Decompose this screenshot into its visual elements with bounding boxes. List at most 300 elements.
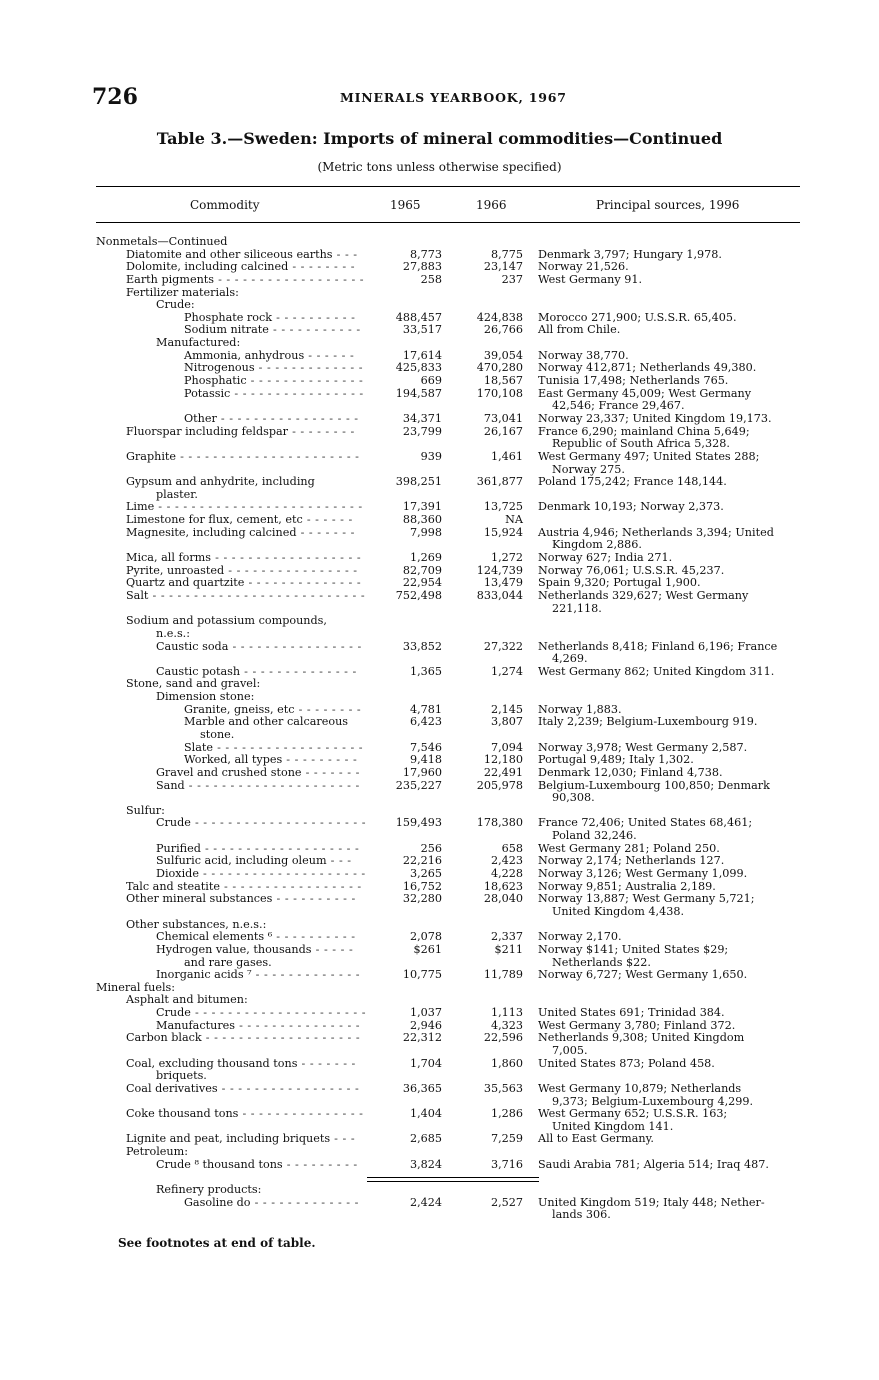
- value-1965-cell: 1,704: [409, 1056, 442, 1070]
- sources-cell: Norway 9,851; Australia 2,189.: [538, 879, 716, 893]
- table-row: [0, 527, 879, 540]
- dot-leader: - - - - - - - - - -: [272, 892, 356, 906]
- dot-leader: - - -: [326, 854, 352, 868]
- commodity-cell: Granite, gneiss, etc - - - - - - - -: [184, 702, 362, 716]
- sources-cell: 4,269.: [552, 652, 588, 666]
- dot-leader: - - - - - - - - - - - - - - - - - -: [214, 272, 365, 286]
- commodity-cell: Chemical elements ⁶ - - - - - - - - - -: [156, 930, 356, 944]
- commodity-cell: Other - - - - - - - - - - - - - - - - -: [184, 411, 359, 425]
- sources-cell: United States 873; Poland 458.: [538, 1056, 715, 1070]
- dot-leader: - - - - - - - -: [294, 702, 362, 716]
- value-1965-cell: 939: [420, 449, 442, 463]
- sources-cell: Tunisia 17,498; Netherlands 765.: [538, 374, 729, 388]
- dot-leader: - - - - - - - - - - - - -: [254, 361, 363, 375]
- value-1965-cell: 669: [420, 374, 442, 388]
- dot-leader: - - - - - - -: [301, 765, 360, 779]
- value-1966-cell: 26,167: [483, 424, 523, 438]
- table-row: [0, 1108, 879, 1121]
- table-row: [0, 1032, 879, 1045]
- commodity-cell: stone.: [200, 727, 235, 741]
- dot-leader: - - - - - - - -: [288, 260, 355, 274]
- table-row: [0, 817, 879, 830]
- table-row: [0, 1197, 879, 1210]
- sources-cell: Italy 2,239; Belgium-Luxembourg 919.: [538, 715, 758, 729]
- value-1965-cell: 8,773: [409, 247, 442, 261]
- commodity-cell: Mica, all forms - - - - - - - - - - - - - - - - - -: [126, 551, 362, 565]
- sources-cell: Belgium-Luxembourg 100,850; Denmark: [538, 778, 770, 792]
- commodity-cell: Dioxide - - - - - - - - - - - - - - - - - - - -: [156, 867, 366, 881]
- value-1966-cell: 8,775: [490, 247, 523, 261]
- commodity-cell: Other substances, n.e.s.:: [126, 917, 267, 931]
- sources-cell: Norway 2,174; Netherlands 127.: [538, 854, 725, 868]
- value-1966-cell: 424,838: [476, 310, 523, 324]
- commodity-cell: Other mineral substances - - - - - - - - - -: [126, 892, 356, 906]
- value-1966-cell: 28,040: [483, 892, 523, 906]
- table-row: [0, 337, 879, 350]
- sources-cell: 221,118.: [552, 601, 602, 615]
- sources-cell: Norway 21,526.: [538, 260, 629, 274]
- commodity-cell: Magnesite, including calcined - - - - - - -: [126, 525, 355, 539]
- commodity-cell: Caustic soda - - - - - - - - - - - - - - - -: [156, 639, 362, 653]
- sources-cell: 7,005.: [552, 1044, 588, 1057]
- value-1965-cell: 22,312: [402, 1031, 442, 1045]
- sources-cell: Norway 275.: [552, 462, 625, 476]
- value-1965-cell: 194,587: [395, 386, 442, 400]
- table-row: [0, 375, 879, 388]
- value-1966-cell: 18,567: [483, 374, 523, 388]
- commodity-cell: Hydrogen value, thousands - - - - -: [156, 942, 354, 956]
- dot-leader: - - - - - - - - - - - - - -: [246, 374, 364, 388]
- dot-leader: - - - - - - - - - - - - - -: [244, 576, 362, 590]
- table-row: [0, 944, 879, 957]
- sources-cell: 42,546; France 29,467.: [552, 399, 685, 413]
- dot-leader: - - - - - - - - - - - - - - - - -: [216, 411, 359, 425]
- sources-cell: Spain 9,320; Portugal 1,900.: [538, 576, 701, 590]
- table-row: [0, 426, 879, 439]
- value-1966-cell: 22,491: [483, 765, 523, 779]
- commodity-cell: Fertilizer materials:: [126, 285, 239, 299]
- value-1966-cell: 205,978: [476, 778, 523, 792]
- sources-cell: United Kingdom 519; Italy 448; Nether-: [538, 1195, 765, 1209]
- sources-cell: United Kingdom 141.: [552, 1119, 674, 1133]
- header-bottom-rule: [96, 222, 800, 223]
- value-1965-cell: 33,517: [402, 323, 442, 337]
- table-row: [0, 1083, 879, 1096]
- value-1965-cell: 9,418: [409, 753, 442, 767]
- dot-leader: - - - - - - - -: [288, 424, 355, 438]
- sources-cell: Austria 4,946; Netherlands 3,394; United: [538, 525, 774, 539]
- value-1966-cell: $211: [494, 942, 523, 956]
- column-header-sources: Principal sources, 1996: [596, 198, 740, 212]
- table-row: [0, 893, 879, 906]
- value-1966-cell: 23,147: [483, 260, 523, 274]
- dot-leader: - - - - - - - - - - -: [268, 323, 361, 337]
- dot-leader: - - - - - - - - - - - - - - - - - -: [213, 740, 364, 754]
- commodity-cell: Crude:: [156, 298, 195, 312]
- sources-cell: West Germany 281; Poland 250.: [538, 841, 720, 855]
- sources-cell: Norway 627; India 271.: [538, 551, 673, 565]
- value-1965-cell: 1,037: [409, 1006, 442, 1020]
- value-1965-cell: 3,824: [409, 1157, 442, 1171]
- value-1966-cell: 18,623: [483, 879, 523, 893]
- value-1965-cell: 398,251: [395, 475, 442, 489]
- sources-cell: 9,373; Belgium-Luxembourg 4,299.: [552, 1094, 754, 1108]
- sources-cell: Norway $141; United States $29;: [538, 942, 729, 956]
- table-row: [0, 653, 879, 666]
- value-1965-cell: 17,960: [402, 765, 442, 779]
- value-1965-cell: 159,493: [395, 816, 442, 830]
- imports-table-body: [0, 236, 879, 1222]
- value-1965-cell: 7,546: [409, 740, 442, 754]
- dot-leader: - - - - - - - - - - - - -: [251, 968, 360, 982]
- table-row: [0, 299, 879, 312]
- sources-cell: Netherlands 8,418; Finland 6,196; France: [538, 639, 778, 653]
- value-1965-cell: 1,269: [409, 551, 442, 565]
- dot-leader: - - - - - - - - - -: [272, 930, 356, 944]
- sources-cell: All to East Germany.: [538, 1132, 654, 1146]
- dot-leader: - - - - - - - - - - - - -: [250, 1195, 359, 1209]
- commodity-cell: Crude ⁸ thousand tons - - - - - - - - -: [156, 1157, 358, 1171]
- commodity-cell: Manufactures - - - - - - - - - - - - - - -: [156, 1018, 361, 1032]
- sources-cell: Netherlands 329,627; West Germany: [538, 588, 749, 602]
- value-1965-cell: 488,457: [395, 310, 442, 324]
- value-1965-cell: 3,265: [409, 867, 442, 881]
- sources-cell: Denmark 10,193; Norway 2,373.: [538, 500, 724, 514]
- value-1965-cell: 1,365: [409, 664, 442, 678]
- table-row: [0, 1007, 879, 1020]
- dot-leader: - - - - - - - - - - - - - - - - - - - -: [198, 867, 366, 881]
- sources-cell: Portugal 9,489; Italy 1,302.: [538, 753, 694, 767]
- column-header-1966: 1966: [476, 198, 507, 212]
- commodity-cell: Lime - - - - - - - - - - - - - - - - - - - - - - - - -: [126, 500, 363, 514]
- value-1965-cell: 22,216: [402, 854, 442, 868]
- value-1966-cell: 3,807: [490, 715, 523, 729]
- table-row: [0, 628, 879, 641]
- dot-leader: - - - - -: [311, 942, 354, 956]
- value-1965-cell: 258: [420, 272, 442, 286]
- value-1965-cell: 4,781: [409, 702, 442, 716]
- value-1965-cell: $261: [413, 942, 442, 956]
- table-row: [0, 754, 879, 767]
- value-1965-cell: 6,423: [409, 715, 442, 729]
- dot-leader: - - - - - - -: [297, 1056, 356, 1070]
- value-1965-cell: 17,614: [402, 348, 442, 362]
- sources-cell: Norway 3,978; West Germany 2,587.: [538, 740, 748, 754]
- dot-leader: - - - - - - - - - - - - - - - - - - - - - -: [176, 449, 360, 463]
- sources-cell: United States 691; Trinidad 384.: [538, 1006, 725, 1020]
- sources-cell: Norway 13,887; West Germany 5,721;: [538, 892, 755, 906]
- value-1966-cell: 26,766: [483, 323, 523, 337]
- commodity-cell: Crude - - - - - - - - - - - - - - - - - - - - -: [156, 1006, 366, 1020]
- value-1966-cell: 2,337: [490, 930, 523, 944]
- dot-leader: - - - - - - - - - - - - - - -: [238, 1107, 364, 1121]
- value-1966-cell: 470,280: [476, 361, 523, 375]
- table-total-double-rule: [367, 1177, 539, 1182]
- commodity-cell: Dolomite, including calcined - - - - - - - -: [126, 260, 355, 274]
- commodity-cell: Petroleum:: [126, 1145, 189, 1159]
- commodity-cell: Manufactured:: [156, 336, 241, 350]
- running-head: MINERALS YEARBOOK, 1967: [340, 90, 567, 105]
- commodity-cell: Diatomite and other siliceous earths - - -: [126, 247, 358, 261]
- commodity-cell: Sand - - - - - - - - - - - - - - - - - - - - -: [156, 778, 360, 792]
- commodity-cell: Ammonia, anhydrous - - - - - -: [184, 348, 355, 362]
- value-1966-cell: 15,924: [483, 525, 523, 539]
- table-row: [0, 716, 879, 729]
- dot-leader: - - - - - - - - - - - - - - - - - - - - -: [190, 1006, 366, 1020]
- dot-leader: - - - - - - - - - - - - - - - - - - - - -: [190, 816, 366, 830]
- value-1965-cell: 256: [420, 841, 442, 855]
- value-1966-cell: 1,286: [490, 1107, 523, 1121]
- dot-leader: - - -: [332, 247, 358, 261]
- value-1966-cell: NA: [505, 513, 523, 527]
- commodity-cell: Coal, excluding thousand tons - - - - - - -: [126, 1056, 356, 1070]
- commodity-cell: Coke thousand tons - - - - - - - - - - - - - - -: [126, 1107, 364, 1121]
- sources-cell: United Kingdom 4,438.: [552, 904, 684, 918]
- column-header-1965: 1965: [390, 198, 421, 212]
- sources-cell: Norway 23,337; United Kingdom 19,173.: [538, 411, 772, 425]
- sources-cell: Morocco 271,900; U.S.S.R. 65,405.: [538, 310, 737, 324]
- value-1966-cell: 22,596: [483, 1031, 523, 1045]
- value-1966-cell: 13,479: [483, 576, 523, 590]
- commodity-cell: Talc and steatite - - - - - - - - - - - - - - - - -: [126, 879, 362, 893]
- commodity-cell: plaster.: [156, 487, 198, 501]
- sources-cell: Kingdom 2,886.: [552, 538, 642, 552]
- dot-leader: - - - - - - - - - -: [272, 310, 356, 324]
- value-1966-cell: 4,228: [490, 867, 523, 881]
- sources-cell: Norway 6,727; West Germany 1,650.: [538, 968, 748, 982]
- value-1966-cell: 12,180: [483, 753, 523, 767]
- table-row: [0, 1184, 879, 1197]
- table-row: [0, 476, 879, 489]
- value-1966-cell: 11,789: [483, 968, 523, 982]
- commodity-cell: Coal derivatives - - - - - - - - - - - - - - - - -: [126, 1081, 360, 1095]
- commodity-cell: Pyrite, unroasted - - - - - - - - - - - - - - - -: [126, 563, 358, 577]
- table-title: Table 3.—Sweden: Imports of mineral commodities—Continued: [156, 129, 723, 148]
- commodity-cell: Phosphate rock - - - - - - - - - -: [184, 310, 356, 324]
- value-1966-cell: 237: [501, 272, 523, 286]
- sources-cell: West Germany 10,879; Netherlands: [538, 1081, 742, 1095]
- footnote: See footnotes at end of table.: [118, 1236, 316, 1250]
- dot-leader: - - - - - - - - - - - - - - - - -: [217, 1081, 360, 1095]
- dot-leader: - - - - - - - - - - - - - - - - -: [219, 879, 362, 893]
- commodity-cell: Gasoline do - - - - - - - - - - - - -: [184, 1195, 359, 1209]
- sources-cell: All from Chile.: [538, 323, 621, 337]
- table-row: [0, 780, 879, 793]
- sources-cell: West Germany 862; United Kingdom 311.: [538, 664, 775, 678]
- commodity-cell: Phosphatic - - - - - - - - - - - - - -: [184, 374, 364, 388]
- commodity-cell: Limestone for flux, cement, etc - - - - - -: [126, 513, 353, 527]
- dot-leader: - - - - - - - - - - - - - - - -: [228, 639, 362, 653]
- value-1966-cell: 124,739: [476, 563, 523, 577]
- value-1966-cell: 7,094: [490, 740, 523, 754]
- sources-cell: West Germany 497; United States 288;: [538, 449, 760, 463]
- commodity-cell: Lignite and peat, including briquets - - -: [126, 1132, 356, 1146]
- commodity-cell: Salt - - - - - - - - - - - - - - - - - - - - - - - - - -: [126, 588, 366, 602]
- table-row: [0, 388, 879, 401]
- commodity-cell: Fluorspar including feldspar - - - - - - - -: [126, 424, 355, 438]
- commodity-cell: n.e.s.:: [156, 626, 191, 640]
- table-row: [0, 729, 879, 742]
- commodity-cell: Refinery products:: [156, 1183, 262, 1197]
- table-row: [0, 324, 879, 337]
- commodity-cell: Crude - - - - - - - - - - - - - - - - - - - - -: [156, 816, 366, 830]
- sources-cell: Norway 3,126; West Germany 1,099.: [538, 867, 748, 881]
- value-1965-cell: 33,852: [402, 639, 442, 653]
- commodity-cell: Potassic - - - - - - - - - - - - - - - -: [184, 386, 364, 400]
- sources-cell: West Germany 3,780; Finland 372.: [538, 1018, 736, 1032]
- dot-leader: - - - - - - - - -: [282, 1157, 358, 1171]
- value-1966-cell: 1,461: [490, 449, 523, 463]
- sources-cell: Netherlands $22.: [552, 955, 651, 969]
- value-1965-cell: 82,709: [402, 563, 442, 577]
- dot-leader: - - -: [330, 1132, 356, 1146]
- dot-leader: - - - - - - - - - - - - - - - - - - -: [201, 1031, 361, 1045]
- dot-leader: - - - - - -: [302, 513, 353, 527]
- sources-cell: West Germany 652; U.S.S.R. 163;: [538, 1107, 728, 1121]
- dot-leader: - - - - - - - - - - - - - - - - - -: [211, 551, 362, 565]
- commodity-cell: Sulfuric acid, including oleum - - -: [156, 854, 352, 868]
- value-1965-cell: 16,752: [402, 879, 442, 893]
- sources-cell: lands 306.: [552, 1208, 611, 1222]
- dot-leader: - - - - - - - - - - - - - - - - - - - - - - - - -: [154, 500, 363, 514]
- value-1966-cell: 27,322: [483, 639, 523, 653]
- table-row: [0, 641, 879, 654]
- commodity-cell: Sodium and potassium compounds,: [126, 614, 327, 628]
- commodity-cell: Stone, sand and gravel:: [126, 677, 261, 691]
- value-1966-cell: 361,877: [476, 475, 523, 489]
- table-row: [0, 830, 879, 843]
- page-number: 726: [92, 84, 138, 110]
- table-row: [0, 590, 879, 603]
- value-1965-cell: 2,946: [409, 1018, 442, 1032]
- table-row: [0, 691, 879, 704]
- table-row: [0, 615, 879, 628]
- value-1966-cell: 35,563: [483, 1081, 523, 1095]
- value-1965-cell: 2,078: [409, 930, 442, 944]
- commodity-cell: Nitrogenous - - - - - - - - - - - - -: [184, 361, 363, 375]
- commodity-cell: Nonmetals—Continued: [96, 235, 228, 248]
- commodity-cell: Graphite - - - - - - - - - - - - - - - - - - - - - -: [126, 449, 360, 463]
- dot-leader: - - - - - - - - -: [282, 753, 358, 767]
- sources-cell: Norway 2,170.: [538, 930, 622, 944]
- commodity-cell: Caustic potash - - - - - - - - - - - - - -: [156, 664, 357, 678]
- value-1965-cell: 22,954: [402, 576, 442, 590]
- sources-cell: Saudi Arabia 781; Algeria 514; Iraq 487.: [538, 1157, 769, 1171]
- sources-cell: Norway 1,883.: [538, 702, 622, 716]
- sources-cell: Norway 76,061; U.S.S.R. 45,237.: [538, 563, 725, 577]
- value-1966-cell: 13,725: [483, 500, 523, 514]
- commodity-cell: briquets.: [156, 1069, 207, 1083]
- value-1966-cell: 1,272: [490, 551, 523, 565]
- value-1966-cell: 3,716: [490, 1157, 523, 1171]
- dot-leader: - - - - - - - - - - - - - - -: [235, 1018, 361, 1032]
- commodity-cell: Gypsum and anhydrite, including: [126, 475, 315, 489]
- value-1966-cell: 2,145: [490, 702, 523, 716]
- sources-cell: Republic of South Africa 5,328.: [552, 437, 730, 451]
- commodity-cell: Dimension stone:: [156, 690, 255, 704]
- value-1966-cell: 4,323: [490, 1018, 523, 1032]
- table-row: [0, 1146, 879, 1159]
- value-1965-cell: 36,365: [402, 1081, 442, 1095]
- value-1965-cell: 32,280: [402, 892, 442, 906]
- sources-cell: France 72,406; United States 68,461;: [538, 816, 753, 830]
- value-1965-cell: 1,404: [409, 1107, 442, 1121]
- value-1965-cell: 17,391: [402, 500, 442, 514]
- dot-leader: - - - - - - - - - - - - - - - - - - - - - - - - - -: [148, 588, 366, 602]
- value-1966-cell: 833,044: [476, 588, 523, 602]
- value-1965-cell: 425,833: [395, 361, 442, 375]
- table-row: [0, 451, 879, 464]
- column-header-commodity: Commodity: [190, 198, 260, 212]
- value-1965-cell: 34,371: [402, 411, 442, 425]
- table-row: [0, 1058, 879, 1071]
- commodity-cell: Earth pigments - - - - - - - - - - - - - - - - - -: [126, 272, 365, 286]
- commodity-cell: Mineral fuels:: [96, 980, 176, 994]
- commodity-cell: Purified - - - - - - - - - - - - - - - - - - -: [156, 841, 360, 855]
- value-1966-cell: 39,054: [483, 348, 523, 362]
- sources-cell: Denmark 3,797; Hungary 1,978.: [538, 247, 722, 261]
- commodity-cell: Marble and other calcareous: [184, 715, 349, 729]
- sources-cell: East Germany 45,009; West Germany: [538, 386, 752, 400]
- table-row: [0, 931, 879, 944]
- table-row: [0, 287, 879, 300]
- value-1966-cell: 178,380: [476, 816, 523, 830]
- dot-leader: - - - - - - - - - - - - - - - - - - -: [200, 841, 360, 855]
- dot-leader: - - - - - - -: [296, 525, 355, 539]
- value-1966-cell: 1,860: [490, 1056, 523, 1070]
- value-1965-cell: 23,799: [402, 424, 442, 438]
- value-1965-cell: 752,498: [395, 588, 442, 602]
- sources-cell: Denmark 12,030; Finland 4,738.: [538, 765, 723, 779]
- commodity-cell: Asphalt and bitumen:: [126, 993, 248, 1007]
- table-row: [0, 1209, 879, 1222]
- dot-leader: - - - - - - - - - - - - - - - -: [224, 563, 358, 577]
- value-1966-cell: 2,423: [490, 854, 523, 868]
- commodity-cell: Inorganic acids ⁷ - - - - - - - - - - - - -: [156, 968, 360, 982]
- value-1965-cell: 10,775: [402, 968, 442, 982]
- value-1966-cell: 73,041: [483, 411, 523, 425]
- dot-leader: - - - - - - - - - - - - - - - - - - - - -: [184, 778, 360, 792]
- value-1965-cell: 88,360: [402, 513, 442, 527]
- value-1965-cell: 235,227: [395, 778, 442, 792]
- dot-leader: - - - - - -: [304, 348, 355, 362]
- header-top-rule: [96, 186, 800, 187]
- value-1965-cell: 27,883: [402, 260, 442, 274]
- value-1965-cell: 2,424: [409, 1195, 442, 1209]
- commodity-cell: Sulfur:: [126, 803, 165, 817]
- commodity-cell: Quartz and quartzite - - - - - - - - - - - - - -: [126, 576, 362, 590]
- sources-cell: West Germany 91.: [538, 272, 643, 286]
- commodity-cell: Slate - - - - - - - - - - - - - - - - - -: [184, 740, 364, 754]
- commodity-cell: Worked, all types - - - - - - - - -: [184, 753, 358, 767]
- sources-cell: 90,308.: [552, 791, 595, 805]
- value-1966-cell: 2,527: [490, 1195, 523, 1209]
- dot-leader: - - - - - - - - - - - - - -: [240, 664, 357, 678]
- commodity-cell: Gravel and crushed stone - - - - - - -: [156, 765, 360, 779]
- value-1965-cell: 7,998: [409, 525, 442, 539]
- table-row: [0, 767, 879, 780]
- sources-cell: Norway 412,871; Netherlands 49,380.: [538, 361, 757, 375]
- sources-cell: France 6,290; mainland China 5,649;: [538, 424, 750, 438]
- value-1965-cell: 2,685: [409, 1132, 442, 1146]
- sources-cell: Netherlands 9,308; United Kingdom: [538, 1031, 745, 1045]
- sources-cell: Poland 32,246.: [552, 829, 637, 843]
- table-subtitle: (Metric tons unless otherwise specified): [317, 160, 562, 174]
- value-1966-cell: 1,274: [490, 664, 523, 678]
- table-row: [0, 1159, 879, 1172]
- value-1966-cell: 170,108: [476, 386, 523, 400]
- sources-cell: Poland 175,242; France 148,144.: [538, 475, 727, 489]
